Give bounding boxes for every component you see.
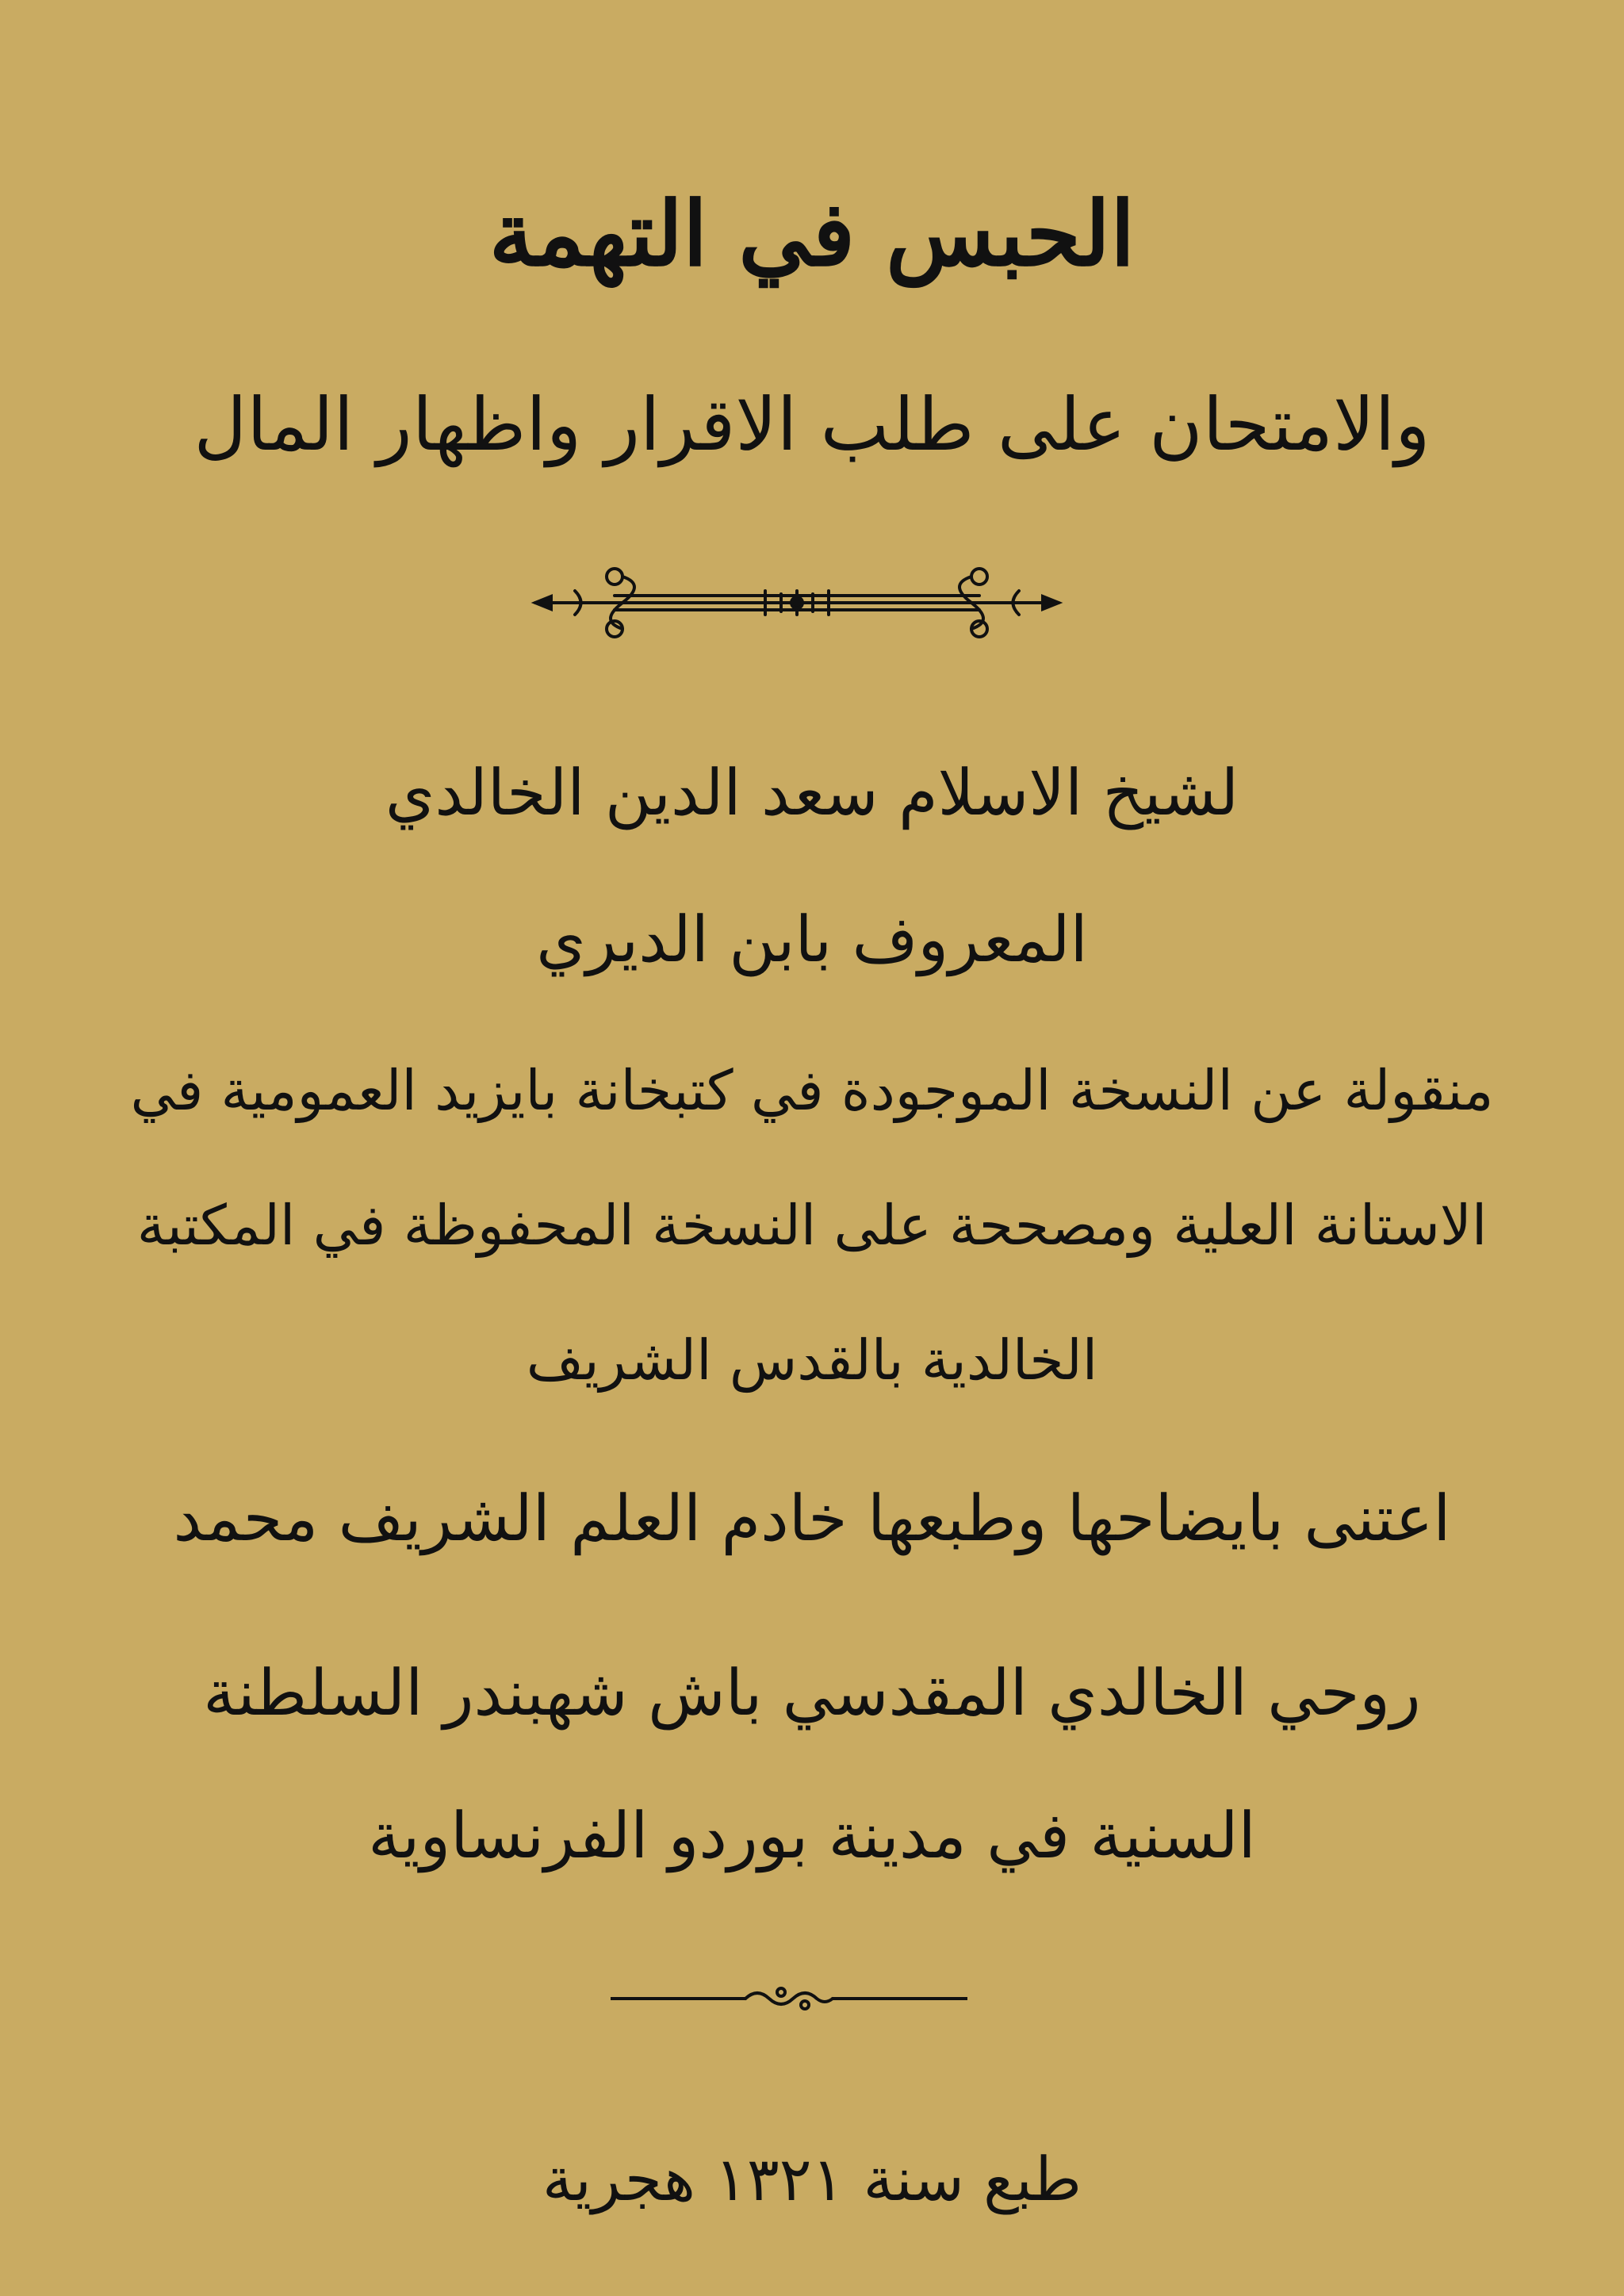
imprint-date: طبع سنة ١٣٢١ هجرية xyxy=(542,2144,1082,2214)
source-note-line-3: الخالدية بالقدس الشريف xyxy=(526,1328,1098,1393)
author-name: لشيخ الاسلام سعد الدين الخالدي xyxy=(385,756,1239,830)
ornamental-divider-icon xyxy=(527,559,1067,646)
source-note-line-1: منقولة عن النسخة الموجودة في كتبخانة بايزيد العمومية في xyxy=(130,1058,1494,1123)
book-title: الحبس في التهمة xyxy=(488,182,1136,286)
editor-line-3: السنية في مدينة بوردو الفرنساوية xyxy=(368,1799,1256,1872)
editor-line-1: اعتنى بايضاحها وطبعها خادم العلم الشريف محمد xyxy=(173,1481,1451,1555)
source-note-line-2: الاستانة العلية ومصححة على النسخة المحفوظة في المكتبة xyxy=(136,1193,1488,1258)
author-known-as: المعروف بابن الديري xyxy=(536,903,1088,976)
flourish-divider-icon xyxy=(611,1983,967,2014)
book-subtitle: والامتحان على طلب الاقرار واظهار المال xyxy=(193,382,1431,467)
editor-line-2: روحي الخالدي المقدسي باش شهبندر السلطنة xyxy=(203,1656,1421,1730)
